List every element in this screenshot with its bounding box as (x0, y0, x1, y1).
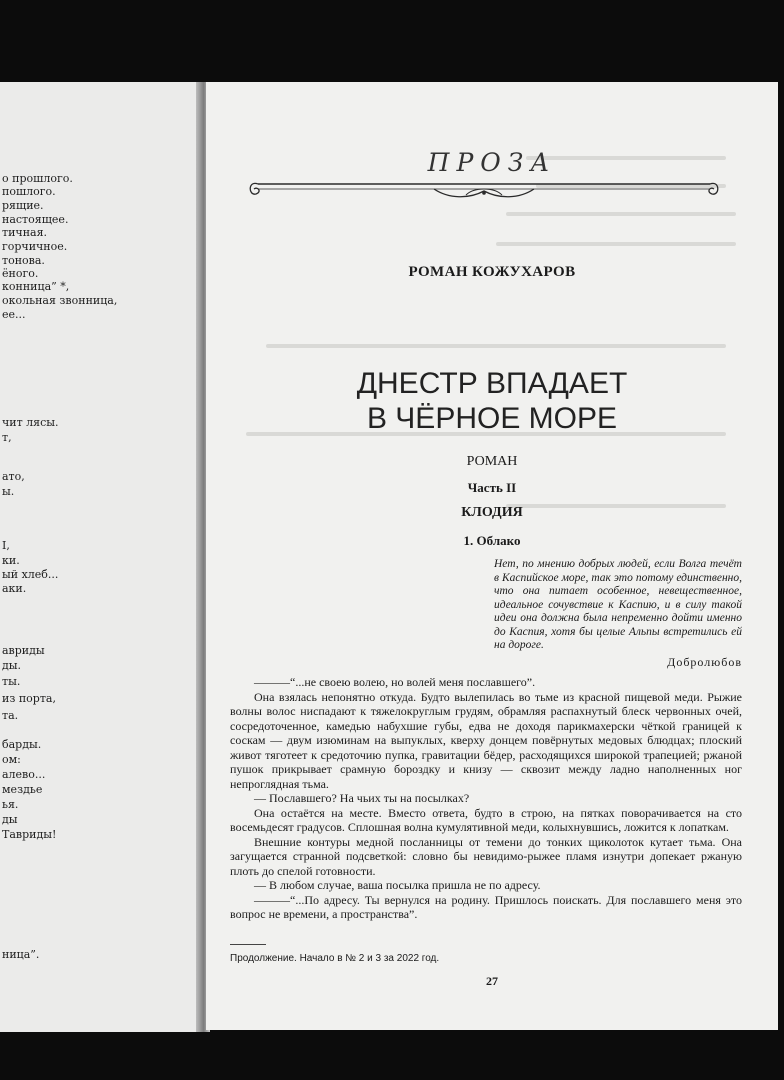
paragraph: — В любом случае, ваша посылка пришла не по адресу. (254, 878, 541, 892)
work-title (206, 366, 778, 436)
left-page-line: ы. (2, 485, 15, 498)
left-page-line: из порта, (2, 692, 56, 705)
left-page-line: авриды (2, 644, 45, 657)
left-page-line: барды. (2, 738, 42, 751)
ornament-rule-icon (244, 174, 724, 202)
left-page-line: горчичное. (2, 240, 68, 253)
left-page-line: о прошлого. (2, 172, 73, 185)
chapter-title: КЛОДИЯ (461, 505, 523, 520)
left-page-line: ды. (2, 659, 22, 672)
right-page (206, 82, 778, 1030)
left-page-line: та. (2, 709, 19, 722)
left-page-line: Тавриды! (2, 828, 57, 841)
epigraph-text: Нет, по мнению добрых людей, если Волга течёт в Каспийское море, так это потому единственно, что она питает особенное, невещественное, идеальное сочувствие к Каспию, и в силу такой идеи она должна была непременно дойти именно до Каспия, хотя бы целые Альпы встретились ей на дороге. (494, 558, 742, 651)
left-page-line: ты. (2, 675, 21, 688)
left-page-line: алево... (2, 768, 46, 781)
left-page-line: ды (2, 813, 18, 826)
left-page-line: чит лясы. (2, 416, 59, 429)
paragraph: Она взялась непонятно откуда. Будто вылепилась во тьме из красной пищевой меди. Рыжие волны волос ниспадают к тяжелокруглым грудям, обрамляя распахнутый блеск червонных очей, сосредоточенное, камедью набухшие губы, едва не доходя парикмахерски чёткой границей к соскам — двум изюминам на выпуклых, кверху донцем повёрнутых медовых блюдцах; плоский живот тяготеет к средоточию пупка, гравитации бёдер, расходящихся широкой трапецией; ржаной пушок прикрывает срамную бороздку и книзу — сквозит между ладно наполненных ног непроглядная тьма. (230, 689, 742, 791)
paragraph: ———“...не своею волею, но волей меня пославшего”. (254, 675, 536, 689)
footnote-divider (230, 944, 266, 945)
paragraph: Она остаётся на месте. Вместо ответа, будто в строю, на пятках поворачивается на сто восемьдесят градусов. Сплошная волна кумулятивной меди, колыхнувшись, ложится к лопаткам. (230, 805, 742, 834)
genre-label: РОМАН (466, 454, 518, 469)
left-page-line: т, (2, 431, 12, 444)
paragraph: — Пославшего? На чьих ты на посылках? (254, 791, 470, 805)
left-page-line: тонова. (2, 254, 45, 267)
left-page-line: ница”. (2, 948, 40, 961)
left-page-line: ки. (2, 554, 20, 567)
left-page-line: пошлого. (2, 185, 56, 198)
footnote: Продолжение. Начало в № 2 и 3 за 2022 год. (230, 953, 440, 964)
work-title-line: В ЧЁРНОЕ МОРЕ (366, 402, 618, 435)
left-page-line: ом: (2, 753, 21, 766)
left-page-line: ый хлеб... (2, 568, 59, 581)
epigraph-author: Добролюбов (667, 655, 742, 669)
left-page-line: мездье (2, 783, 43, 796)
work-title-line: ДНЕСТР ВПАДАЕТ (356, 367, 628, 400)
left-page-line: тичная. (2, 226, 48, 239)
show-through-line (506, 212, 736, 216)
left-page-line: ато, (2, 470, 25, 483)
paragraph: ———“...По адресу. Ты вернулся на родину. Пришлось поискать. Для пославшего меня это вопрос не времени, а пространства”. (230, 892, 742, 921)
part-label: Часть II (467, 480, 517, 495)
left-page (0, 82, 200, 1032)
author-name: РОМАН КОЖУХАРОВ (408, 264, 576, 280)
left-page-line: окольная звонница, (2, 294, 118, 307)
left-page-line: ее... (2, 308, 26, 321)
left-page-line: настоящее. (2, 213, 69, 226)
section-title: 1. Облако (463, 533, 521, 548)
show-through-line (266, 344, 726, 348)
paragraph: Внешние контуры медной посланницы от темени до тонких щиколоток кутает тьма. Она загущается странной подсветкой: словно бы невидимо-рыжее пламя изнутри допекает ржаную плоть до спелой готовности. (230, 834, 742, 878)
left-page-line: ёного. (2, 267, 39, 280)
body-text (230, 675, 742, 922)
left-page-line: аки. (2, 582, 27, 595)
left-page-line: I, (2, 539, 10, 552)
left-page-line: ья. (2, 798, 19, 811)
left-page-line: рящие. (2, 199, 44, 212)
show-through-line (496, 242, 736, 246)
page-number: 27 (486, 974, 498, 988)
left-page-line: конница” *, (2, 280, 70, 293)
section-header-title: ПРОЗА (427, 148, 557, 177)
